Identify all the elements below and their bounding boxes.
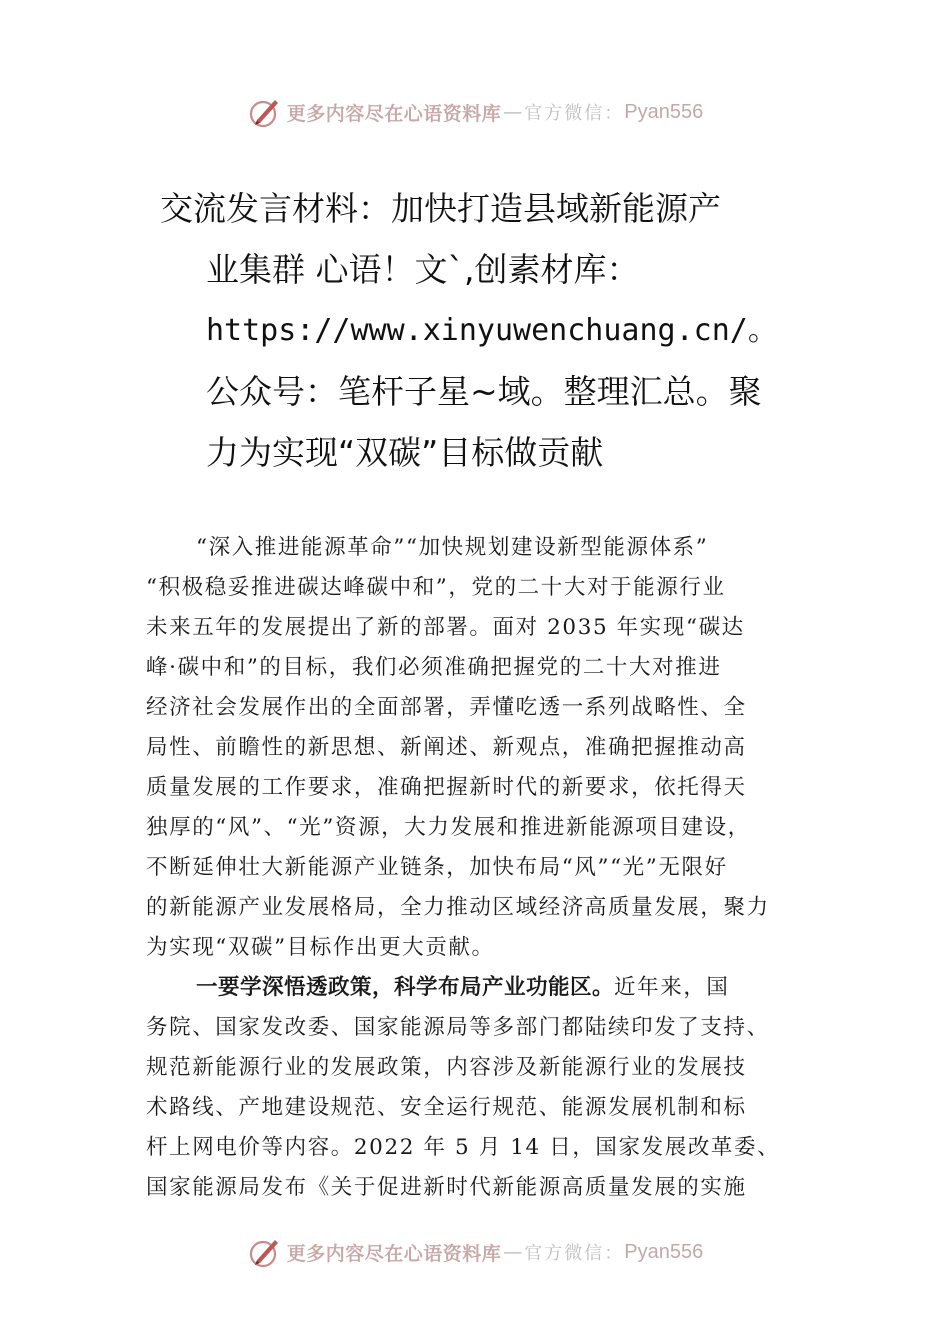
paragraph-line: 杆上网电价等内容。2022 年 5 月 14 日，国家发展改革委、	[146, 1135, 781, 1160]
header-watermark-banner	[0, 92, 950, 132]
paragraph-line: 质量发展的工作要求，准确把握新时代的新要求，依托得天	[146, 775, 747, 800]
title-line-5: 力为实现“双碳”目标做贡献	[206, 433, 604, 472]
paragraph-line: 经济社会发展作出的全面部署，弄懂吃透一系列战略性、全	[146, 695, 747, 720]
paragraph-line: 峰·碳中和”的目标，我们必须准确把握党的二十大对推进	[146, 655, 722, 680]
title-line-3-url: https://www.xinyuwenchuang.cn/。	[206, 313, 778, 348]
paragraph-line: 局性、前瞻性的新思想、新阐述、新观点，准确把握推动高	[146, 735, 747, 760]
document-title	[160, 178, 820, 483]
header-separator: —	[503, 101, 523, 123]
footer-wechat-label: 官方微信：	[524, 1243, 625, 1264]
paragraph-line: 独厚的“风”、“光”资源，大力发展和推进新能源项目建设，	[146, 815, 751, 840]
paragraph-line: 不断延伸壮大新能源产业链条，加快布局“风”“光”无限好	[146, 855, 728, 880]
pen-logo-icon	[247, 1234, 283, 1270]
paragraph-line: “深入推进能源革命”“加快规划建设新型能源体系”	[196, 535, 709, 560]
paragraph-1	[146, 528, 806, 968]
title-line-1: 交流发言材料：加快打造县域新能源产	[160, 189, 721, 228]
paragraph-line: 的新能源产业发展格局，全力推动区域经济高质量发展，聚力	[146, 895, 770, 920]
paragraph-line: 规范新能源行业的发展政策，内容涉及新能源行业的发展技	[146, 1055, 747, 1080]
footer-wechat-id: Pyan556	[624, 1240, 704, 1263]
paragraph-line: 未来五年的发展提出了新的部署。面对 2035 年实现“碳达	[146, 615, 745, 640]
title-line-2: 业集群 心语！文`,创素材库：	[206, 250, 640, 289]
footer-brand-text: 更多内容尽在心语资料库	[286, 1242, 502, 1265]
title-line-4: 公众号：笔杆子星~域。整理汇总。聚	[206, 372, 762, 411]
paragraph-2	[146, 968, 806, 1208]
section-heading: 一要学深悟透政策，科学布局产业功能区。	[196, 975, 615, 1000]
footer-watermark-banner	[0, 1232, 950, 1272]
paragraph-line: 为实现“双碳”目标作出更大贡献。	[146, 935, 495, 960]
header-brand-text: 更多内容尽在心语资料库	[286, 102, 502, 125]
paragraph-line: 国家能源局发布《关于促进新时代新能源高质量发展的实施	[146, 1175, 747, 1200]
header-wechat-label: 官方微信：	[524, 103, 625, 124]
paragraph-line: 术路线、产地建设规范、安全运行规范、能源发展机制和标	[146, 1095, 747, 1120]
pen-logo-icon	[247, 94, 283, 130]
document-body	[146, 528, 806, 1208]
header-wechat-id: Pyan556	[624, 100, 704, 123]
footer-separator: —	[503, 1241, 523, 1263]
paragraph-line-tail: 近年来，国	[614, 975, 730, 1000]
paragraph-line: “积极稳妥推进碳达峰碳中和”，党的二十大对于能源行业	[146, 575, 726, 600]
paragraph-line: 务院、国家发改委、国家能源局等多部门都陆续印发了支持、	[146, 1015, 770, 1040]
paragraph-2-first-line	[146, 968, 806, 1008]
